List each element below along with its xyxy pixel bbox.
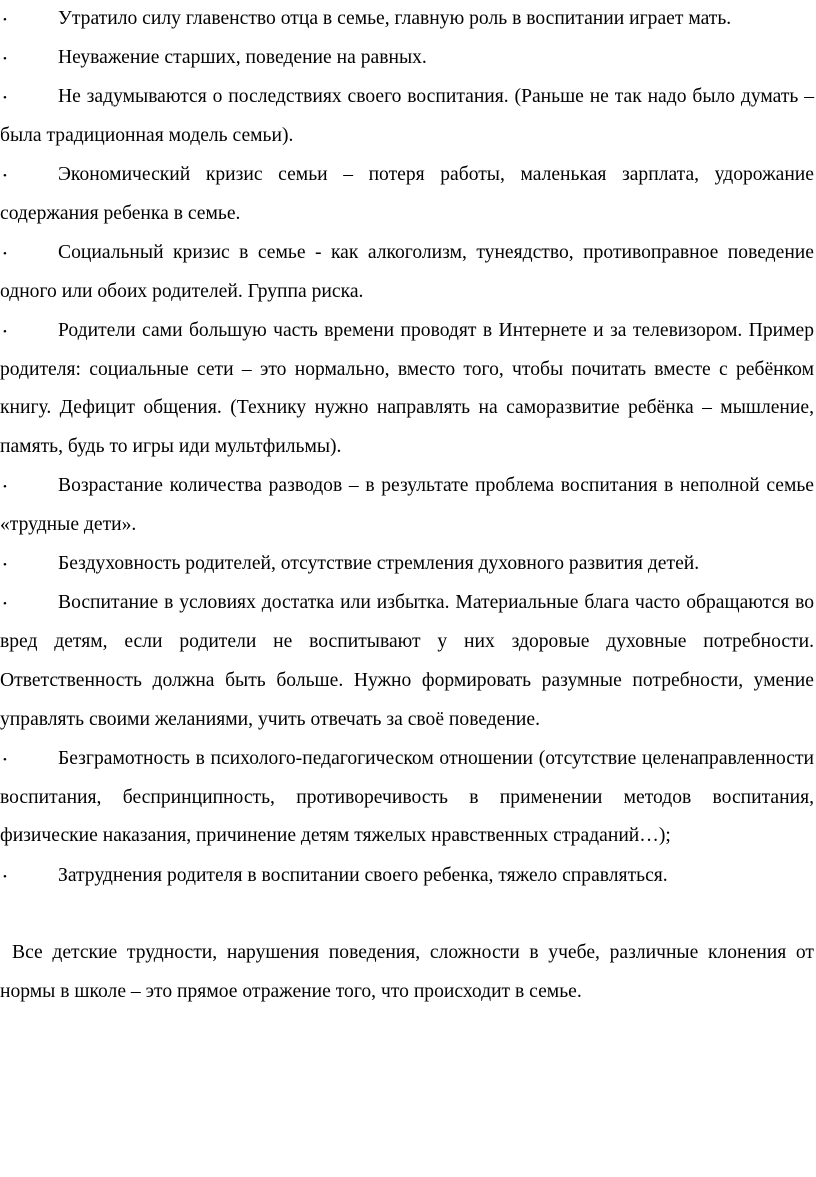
list-item <box>0 584 814 739</box>
list-item <box>0 857 814 896</box>
bullet-icon: • <box>3 53 7 66</box>
list-item-text: Бездуховность родителей, отсутствие стремления духовного развития детей. <box>58 553 700 575</box>
list-item <box>0 545 814 584</box>
bullet-icon: • <box>3 559 7 572</box>
list-item <box>0 78 814 156</box>
list-item-text: Воспитание в условиях достатка или избытка. Материальные блага часто обращаются во вред детям, если родители не воспитывают у них здоровые духовные потребности. Ответственность должна быть больше. Нужно формировать разумные потребности, умение управлять своими желаниями, учить отвечать за своё поведение. <box>0 592 814 730</box>
list-item <box>0 156 814 234</box>
bullet-icon: • <box>3 325 7 338</box>
list-item-text: Родители сами большую часть времени проводят в Интернете и за телевизором. Пример родителя: социальные сети – это нормально, вместо того, чтобы почитать вместе с ребёнком книгу. Дефицит общения. (Технику нужно направлять на саморазвитие ребёнка – мышление, память, будь то игры иди мультфильмы). <box>0 319 814 458</box>
bullet-icon: • <box>3 870 7 883</box>
list-item <box>0 234 814 312</box>
list-item-text: Затруднения родителя в воспитании своего ребенка, тяжело справляться. <box>58 864 668 886</box>
list-item-text: Возрастание количества разводов – в результате проблема воспитания в неполной семье «трудные дети». <box>0 475 814 536</box>
list-item <box>0 467 814 545</box>
list-item-text: Социальный кризис в семье - как алкоголизм, тунеядство, противоправное поведение одного или обоих родителей. Группа риска. <box>0 241 814 302</box>
list-item <box>0 39 814 78</box>
list-item-text: Экономический кризис семьи – потеря работы, маленькая зарплата, удорожание содержания ребенка в семье. <box>0 164 814 224</box>
bullet-icon: • <box>3 170 7 183</box>
bullet-icon: • <box>3 247 7 260</box>
list-item-text: Не задумываются о последствиях своего воспитания. (Раньше не так надо было думать – была традиционная модель семьи). <box>0 86 814 146</box>
list-item <box>0 0 814 39</box>
bullet-icon: • <box>3 14 7 26</box>
list-item <box>0 312 814 467</box>
list-item <box>0 740 814 856</box>
bullet-icon: • <box>3 753 7 766</box>
list-item-text: Неуважение старших, поведение на равных. <box>58 47 427 69</box>
bullet-icon: • <box>3 92 7 105</box>
list-item-text: Утратило силу главенство отца в семье, главную роль в воспитании играет мать. <box>58 8 732 29</box>
closing-paragraph: Все детские трудности, нарушения поведения, сложности в учебе, различные клонения от нормы в школе – это прямое отражение того, что происходит в семье. <box>0 942 814 1002</box>
bullet-icon: • <box>3 598 7 611</box>
bullet-icon: • <box>3 481 7 494</box>
list-item-text: Безграмотность в психолого-педагогическом отношении (отсутствие целенаправленности воспитания, беспринципность, противоречивость в применении методов воспитания, физические наказания, причинение детям тяжелых нравственных страданий…); <box>0 747 814 847</box>
blank-line <box>0 895 814 934</box>
